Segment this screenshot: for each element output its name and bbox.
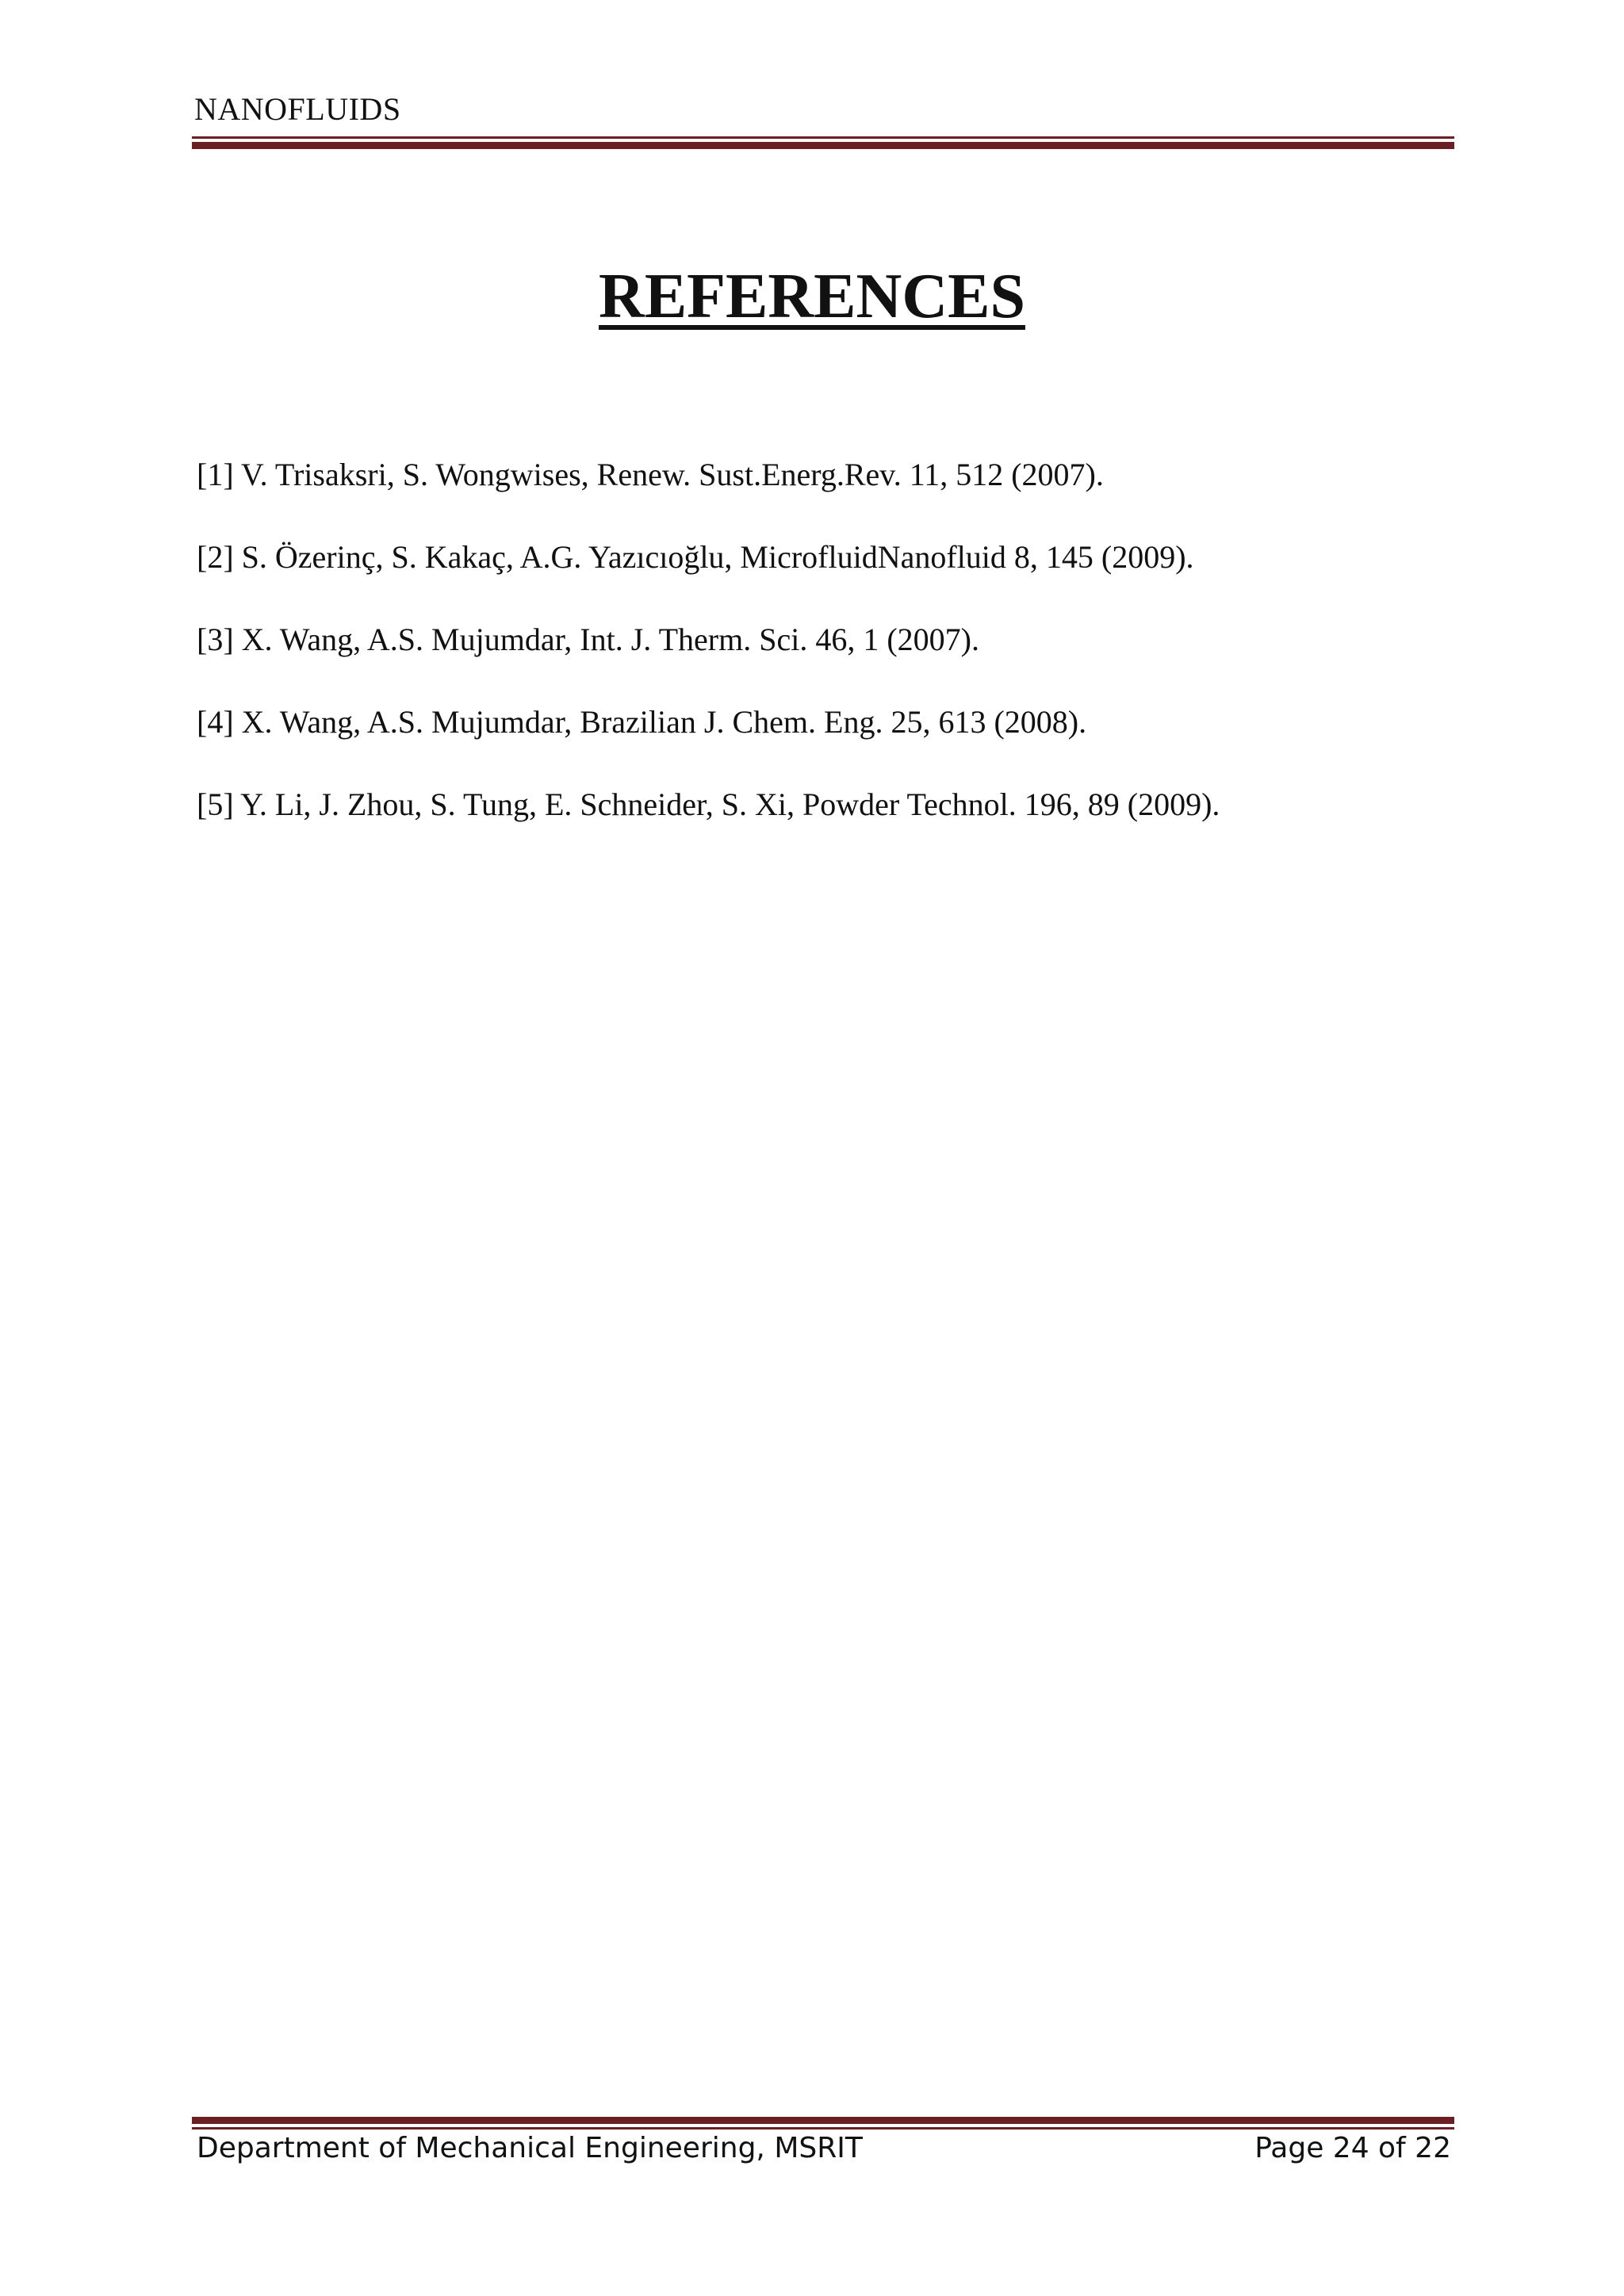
running-header-title: NANOFLUIDS: [194, 91, 401, 127]
footer-department: Department of Mechanical Engineering, MSRIT: [197, 2132, 863, 2164]
reference-list: [197, 456, 1434, 868]
header-divider-thick-line: [192, 142, 1454, 149]
page-title-text: REFERENCES: [599, 261, 1025, 331]
reference-item-1: [1] V. Trisaksri, S. Wongwises, Renew. Sust.Energ.Rev. 11, 512 (2007).: [197, 457, 1104, 492]
footer-divider-thick-line: [192, 2117, 1454, 2124]
reference-item-4: [4] X. Wang, A.S. Mujumdar, Brazilian J. Chem. Eng. 25, 613 (2008).: [197, 704, 1087, 740]
footer-page-number: Page 24 of 22: [1254, 2132, 1451, 2164]
reference-item-5: [5] Y. Li, J. Zhou, S. Tung, E. Schneider, S. Xi, Powder Technol. 196, 89 (2009).: [197, 786, 1220, 822]
footer-divider-thin-line: [192, 2127, 1454, 2130]
header-divider: [192, 136, 1454, 149]
reference-item-2: [2] S. Özerinç, S. Kakaç, A.G. Yazıcıoğlu, MicrofluidNanofluid 8, 145 (2009).: [197, 539, 1194, 575]
footer-divider: [192, 2117, 1454, 2130]
reference-item-3: [3] X. Wang, A.S. Mujumdar, Int. J. Therm. Sci. 46, 1 (2007).: [197, 622, 979, 657]
page-title: [0, 261, 1624, 331]
